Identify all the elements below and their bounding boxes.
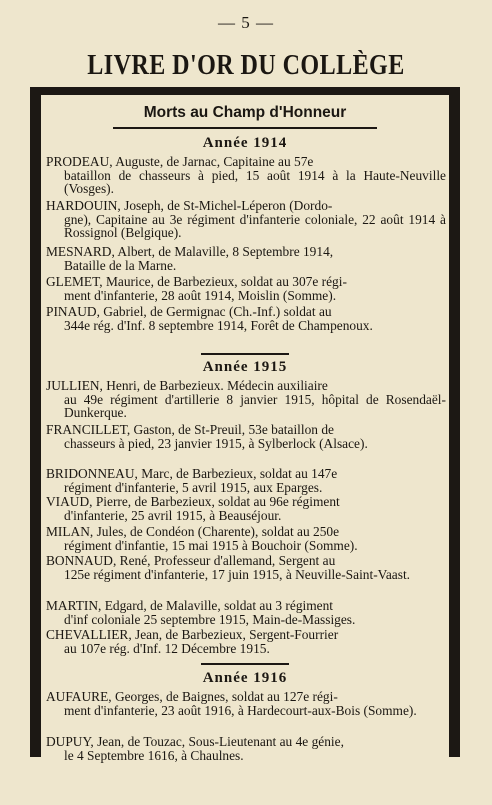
entry-continuation: ment d'infanterie, 23 août 1916, à Hardecourt-aux-Bois (Somme).	[64, 702, 417, 718]
entry-first-line: HARDOUIN, Joseph, de St-Michel-Léperon (Dordo-	[46, 198, 333, 213]
entry-jullien	[46, 379, 446, 420]
entry-first-line: GLEMET, Maurice, de Barbezieux, soldat au 307e régi-	[46, 274, 347, 289]
entry-continuation: gne), Capitaine au 3e régiment d'infanterie coloniale, 22 août 1914 à Rossignol (Belgique).	[64, 211, 446, 241]
entry-aufaure	[46, 690, 446, 717]
entry-first-line: DUPUY, Jean, de Touzac, Sous-Lieutenant au 4e génie,	[46, 734, 344, 749]
entry-continuation: régiment d'infantie, 15 mai 1915 à Bouchoir (Somme).	[64, 537, 358, 553]
year-heading-1914: Année 1914	[202, 135, 288, 151]
page-title: LIVRE D'OR DU COLLÈGE	[87, 50, 405, 81]
entry-first-line: FRANCILLET, Gaston, de St-Preuil, 53e bataillon de	[46, 422, 334, 437]
entry-continuation: d'inf coloniale 25 septembre 1915, Main-de-Massiges.	[64, 611, 356, 627]
entry-first-line: CHEVALLIER, Jean, de Barbezieux, Sergent-Fourrier	[46, 627, 339, 642]
entry-prodeau	[46, 155, 446, 196]
page-number: — 5 —	[218, 13, 274, 32]
entry-first-line: BONNAUD, René, Professeur d'allemand, Sergent au	[46, 553, 336, 568]
entry-continuation: d'infanterie, 25 avril 1915, à Beauséjour.	[64, 507, 282, 523]
frame-right-border	[449, 87, 460, 757]
entry-first-line: VIAUD, Pierre, de Barbezieux, soldat au 96e régiment	[46, 494, 340, 509]
entry-first-line: BRIDONNEAU, Marc, de Barbezieux, soldat au 147e	[46, 466, 338, 481]
entry-first-line: MILAN, Jules, de Condéon (Charente), soldat au 250e	[46, 524, 340, 539]
entry-glemet	[46, 275, 446, 302]
entry-continuation: au 107e rég. d'Inf. 12 Décembre 1915.	[64, 640, 270, 656]
entry-hardouin	[46, 199, 446, 240]
entry-continuation: 344e rég. d'Inf. 8 septembre 1914, Forêt de Champenoux.	[64, 317, 373, 333]
entry-continuation: Bataille de la Marne.	[64, 257, 177, 273]
section-heading-rule	[113, 127, 377, 129]
frame-left-border	[30, 87, 41, 757]
entry-viaud	[46, 495, 446, 522]
entry-first-line: PRODEAU, Auguste, de Jarnac, Capitaine au 57e	[46, 154, 314, 169]
entry-continuation: bataillon de chasseurs à pied, 15 août 1914 à la Haute-Neuville (Vosges).	[64, 167, 446, 197]
entry-first-line: MARTIN, Edgard, de Malaville, soldat au 3 régiment	[46, 598, 334, 613]
frame-top-border	[30, 87, 460, 95]
entry-pinaud	[46, 305, 446, 332]
section-heading: Morts au Champ d'Honneur	[143, 104, 347, 121]
entry-first-line: MESNARD, Albert, de Malaville, 8 Septembre 1914,	[46, 244, 334, 259]
entry-continuation: ment d'infanterie, 28 août 1914, Moislin (Somme).	[64, 287, 337, 303]
entry-first-line: AUFAURE, Georges, de Baignes, soldat au 127e régi-	[46, 689, 338, 704]
entry-dupuy	[46, 735, 446, 762]
entry-martin	[46, 599, 446, 626]
entry-continuation: 125e régiment d'infanterie, 17 juin 1915, à Neuville-Saint-Vaast.	[64, 566, 411, 582]
entry-continuation: le 4 Septembre 1616, à Chaulnes.	[64, 747, 244, 763]
year-heading-1916: Année 1916	[202, 670, 288, 686]
entry-milan	[46, 525, 446, 552]
honor-roll-panel	[41, 95, 449, 770]
year-heading-1915: Année 1915	[202, 359, 288, 375]
year-rule-1916	[201, 663, 289, 665]
entry-bridonneau	[46, 467, 446, 494]
entry-continuation: chasseurs à pied, 23 janvier 1915, à Sylberlock (Alsace).	[64, 435, 368, 451]
entry-mesnard	[46, 245, 446, 272]
entry-continuation: au 49e régiment d'artillerie 8 janvier 1915, hôpital de Rosendaël-Dunkerque.	[64, 391, 446, 421]
year-rule-1915	[201, 353, 289, 355]
entry-francillet	[46, 423, 446, 450]
entry-first-line: PINAUD, Gabriel, de Germignac (Ch.-Inf.) soldat au	[46, 304, 332, 319]
entry-continuation: régiment d'infanterie, 5 avril 1915, aux Eparges.	[64, 479, 323, 495]
entry-chevallier	[46, 628, 446, 655]
entry-bonnaud	[46, 554, 446, 581]
entry-first-line: JULLIEN, Henri, de Barbezieux. Médecin auxiliaire	[46, 378, 328, 393]
